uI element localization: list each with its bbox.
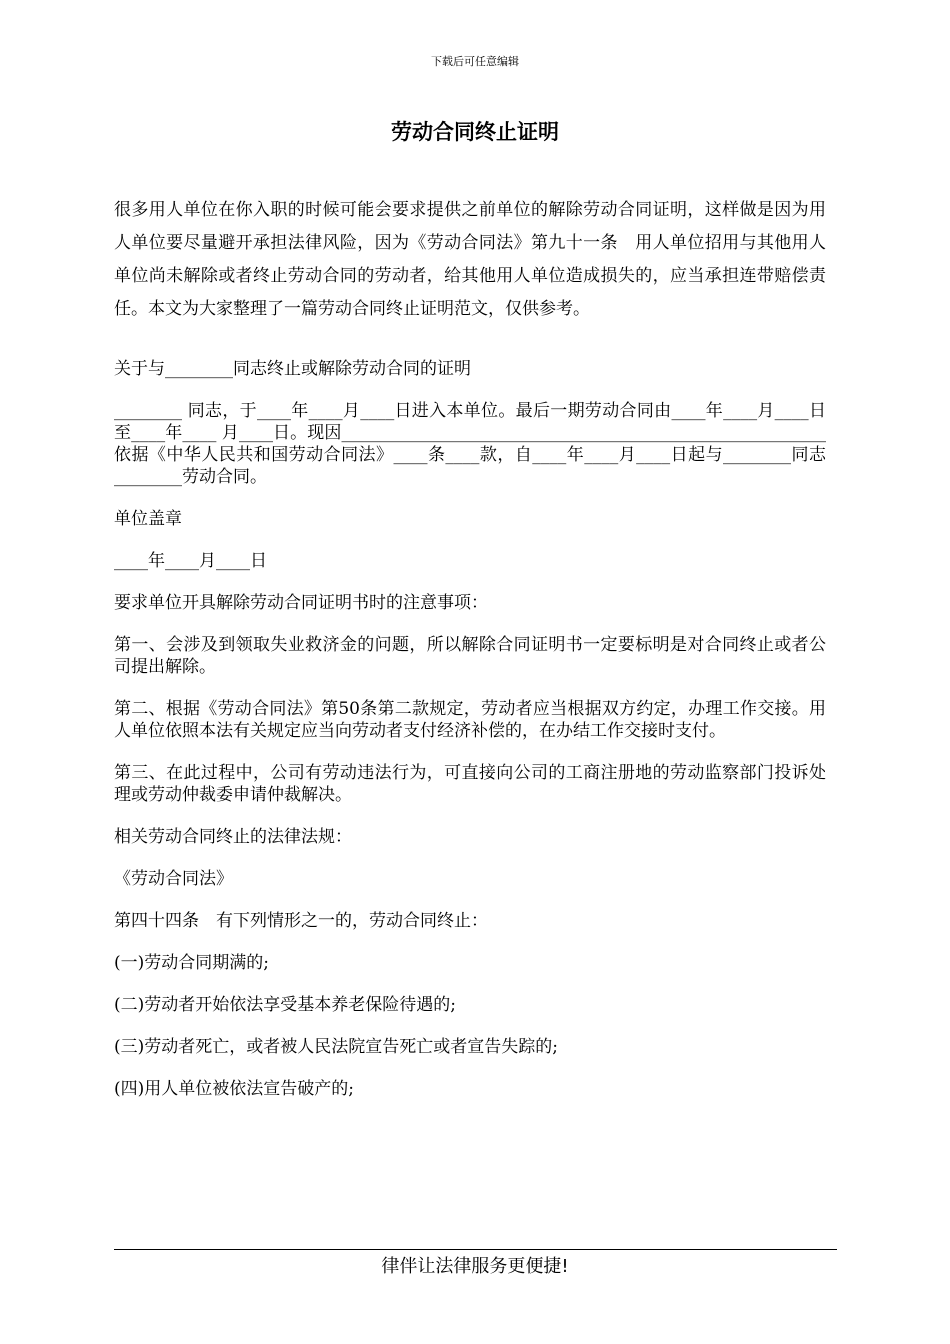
- certificate-heading: 关于与________同志终止或解除劳动合同的证明: [114, 359, 471, 379]
- date-line: ____年____月____日: [114, 551, 267, 571]
- footer-slogan: 律伴让法律服务更便捷!: [381, 1256, 569, 1277]
- law-clause-2: (二)劳动者开始依法享受基本养老保险待遇的;: [114, 995, 456, 1015]
- header-note: 下载后可任意编辑: [431, 55, 519, 68]
- law-clause-3: (三)劳动者死亡，或者被人民法院宣告死亡或者宣告失踪的;: [114, 1037, 558, 1057]
- law-book-title: 《劳动合同法》: [114, 869, 233, 889]
- law-heading: 相关劳动合同终止的法律法规：: [114, 827, 352, 847]
- law-clause-4: (四)用人单位被依法宣告破产的;: [114, 1079, 354, 1099]
- notes-heading: 要求单位开具解除劳动合同证明书时的注意事项：: [114, 593, 488, 613]
- note-item-2: 第二、根据《劳动合同法》第50条第二款规定，劳动者应当根据双方约定，办理工作交接。用人单位依照本法有关规定应当向劳动者支付经济补偿的，在办结工作交接时支付。: [114, 699, 826, 741]
- certificate-body: ________ 同志，于____年____月____日进入本单位。最后一期劳动合同由____年____月____日至____年____ 月____日。现因_________________________________________________________依据《中华人民共和国劳动合同法》____条____款，自____年____月____日起与________同志________劳动合同。: [114, 401, 826, 487]
- document-title: 劳动合同终止证明: [391, 120, 559, 144]
- intro-paragraph: 很多用人单位在你入职的时候可能会要求提供之前单位的解除劳动合同证明，这样做是因为用人单位要尽量避开承担法律风险，因为《劳动合同法》第九十一条 用人单位招用与其他用人单位尚未解除或者终止劳动合同的劳动者，给其他用人单位造成损失的，应当承担连带赔偿责任。本文为大家整理了一篇劳动合同终止证明范文，仅供参考。: [114, 200, 826, 319]
- seal-label: 单位盖章: [114, 509, 182, 529]
- law-clause-1: (一)劳动合同期满的;: [114, 953, 269, 973]
- note-item-1: 第一、会涉及到领取失业救济金的问题，所以解除合同证明书一定要标明是对合同终止或者公司提出解除。: [114, 635, 826, 677]
- law-article: 第四十四条 有下列情形之一的，劳动合同终止：: [114, 911, 488, 931]
- document-body: [114, 194, 826, 1120]
- note-item-3: 第三、在此过程中，公司有劳动违法行为，可直接向公司的工商注册地的劳动监察部门投诉处理或劳动仲裁委申请仲裁解决。: [114, 763, 826, 805]
- footer-divider: [114, 1249, 837, 1250]
